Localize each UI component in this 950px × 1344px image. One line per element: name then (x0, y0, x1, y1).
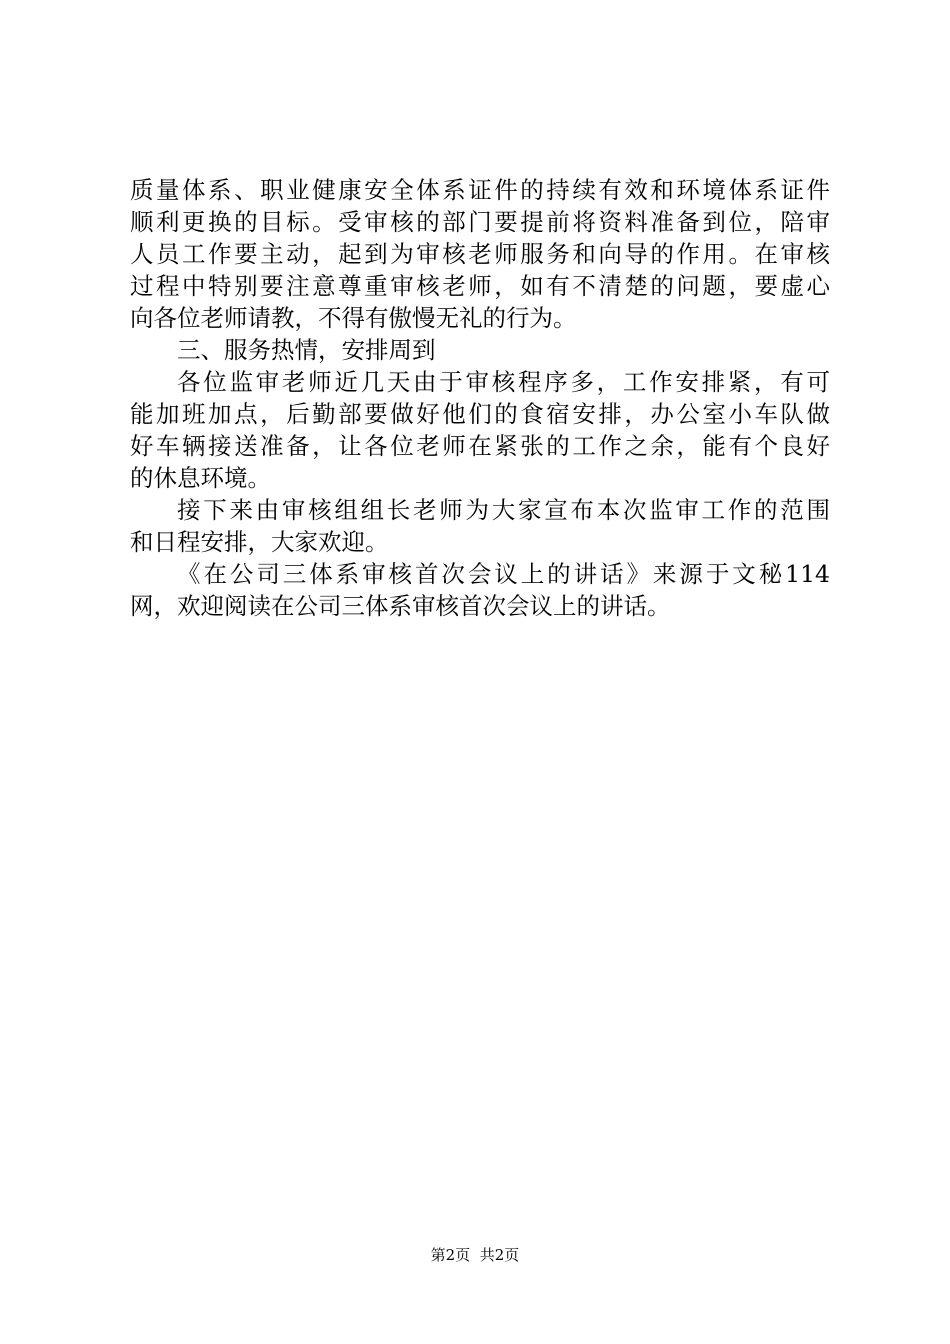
text-line: 的休息环境。 (130, 464, 271, 492)
text-line: 能加班加点，后勤部要做好他们的食宿安排，办公室小车队做 (130, 400, 830, 428)
text-line: 过程中特别要注意尊重审核老师，如有不清楚的问题，要虚心 (130, 272, 830, 300)
text-line: 好车辆接送准备，让各位老师在紧张的工作之余，能有个良好 (130, 432, 830, 460)
section-heading: 三、服务热情，安排周到 (177, 336, 436, 364)
body-text (130, 174, 830, 622)
text-line: 人员工作要主动，起到为审核老师服务和向导的作用。在审核 (130, 240, 830, 268)
text-line: 《在公司三体系审核首次会议上的讲话》来源于文秘114 (177, 560, 830, 588)
text-line: 向各位老师请教，不得有傲慢无礼的行为。 (130, 304, 577, 332)
page-number: 第2页 (430, 1246, 471, 1264)
text-line: 各位监审老师近几天由于审核程序多，工作安排紧，有可 (177, 368, 830, 396)
text-line: 质量体系、职业健康安全体系证件的持续有效和环境体系证件 (130, 176, 830, 204)
page-footer (0, 1245, 950, 1265)
text-line: 顺利更换的目标。受审核的部门要提前将资料准备到位，陪审 (130, 208, 830, 236)
text-line: 接下来由审核组组长老师为大家宣布本次监审工作的范围 (177, 496, 830, 524)
page-total: 共2页 (479, 1246, 520, 1264)
text-line: 网，欢迎阅读在公司三体系审核首次会议上的讲话。 (130, 592, 671, 620)
text-line: 和日程安排，大家欢迎。 (130, 528, 389, 556)
